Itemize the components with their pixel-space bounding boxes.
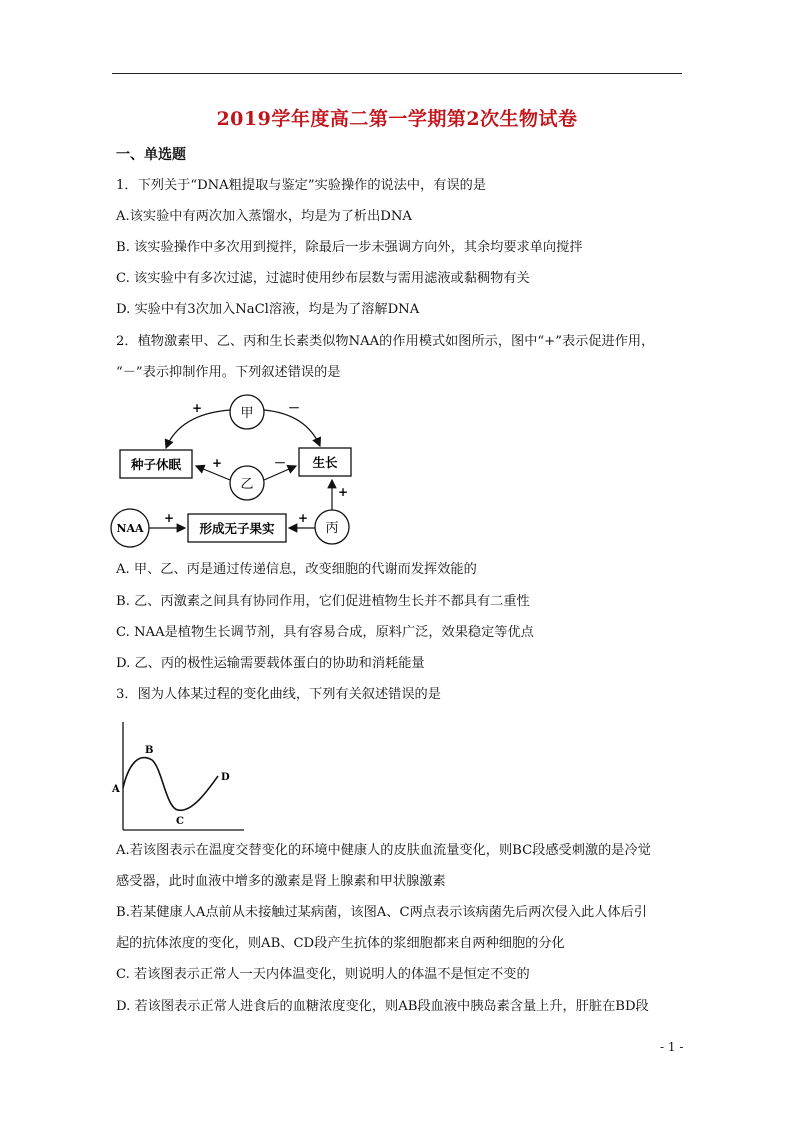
question-2-stem-cont: “－”表示抑制作用。下列叙述错误的是: [116, 365, 341, 380]
sign-jia-seed: +: [192, 401, 203, 415]
sign-bing-fruit: +: [298, 511, 309, 525]
question-3-option-c: C. 若该图表示正常人一天内体温变化，则说明人的体温不是恒定不变的: [116, 967, 530, 982]
seedless-fruit-label: 形成无子果实: [199, 521, 275, 536]
sign-jia-growth: －: [288, 401, 301, 415]
growth-label: 生长: [312, 455, 338, 470]
page-number: - 1 -: [660, 1040, 684, 1054]
question-1-stem: 1．下列关于“DNA粗提取与鉴定”实验操作的说法中，有误的是: [116, 178, 487, 193]
sign-bing-growth: +: [338, 485, 349, 499]
hormone-diagram: [108, 392, 368, 552]
question-3-option-b: B.若某健康人A点前从未接触过某病菌，该图A、C两点表示该病菌先后两次侵入此人体后引: [116, 905, 647, 920]
sign-yi-seed: +: [212, 456, 223, 470]
question-3-option-b-cont: 起的抗体浓度的变化，则AB、CD段产生抗体的浆细胞都来自两种细胞的分化: [116, 936, 565, 951]
sign-yi-growth: －: [274, 456, 287, 470]
bing-label: 丙: [325, 521, 339, 536]
question-1-option-a: A.该实验中有两次加入蒸馏水，均是为了析出DNA: [116, 209, 412, 224]
point-b-label: B: [145, 745, 154, 756]
question-3-stem: 3．图为人体某过程的变化曲线，下列有关叙述错误的是: [116, 687, 441, 702]
question-2-option-d: D. 乙、丙的极性运输需要载体蛋白的协助和消耗能量: [116, 656, 425, 671]
curve-line: [123, 758, 218, 811]
curve-diagram: [108, 718, 248, 834]
question-3-option-a-cont: 感受器，此时血液中增多的激素是肾上腺素和甲状腺激素: [116, 874, 446, 889]
page-title: 2019学年度高二第一学期第2次生物试卷: [216, 108, 578, 130]
arrow-jia-to-seed: [166, 410, 230, 448]
naa-label: NAA: [116, 522, 144, 535]
question-2-option-c: C. NAA是植物生长调节剂，具有容易合成，原料广泛，效果稳定等优点: [116, 625, 534, 640]
question-2-stem: 2．植物激素甲、乙、丙和生长素类似物NAA的作用模式如图所示，图中“+”表示促进作用，: [116, 334, 655, 349]
question-3-option-d: D. 若该图表示正常人进食后的血糖浓度变化，则AB段血液中胰岛素含量上升，肝脏在BD段: [116, 999, 649, 1014]
question-3-option-a: A.若该图表示在温度交替变化的环境中健康人的皮肤血流量变化，则BC段感受刺激的是冷觉: [116, 843, 651, 858]
seed-dormancy-label: 种子休眠: [130, 457, 182, 472]
arrow-jia-to-growth: [264, 410, 320, 446]
question-2-option-b: B. 乙、丙激素之间具有协同作用，它们促进植物生长并不都具有二重性: [116, 594, 530, 609]
jia-label: 甲: [240, 406, 254, 421]
yi-label: 乙: [240, 477, 254, 492]
section-heading: 一、单选题: [116, 147, 186, 163]
question-1-option-c: C. 该实验中有多次过滤，过滤时使用纱布层数与需用滤液或黏稠物有关: [116, 271, 530, 286]
question-1-option-b: B. 该实验操作中多次用到搅拌，除最后一步未强调方向外，其余均要求单向搅拌: [116, 240, 583, 255]
sign-naa-fruit: +: [164, 511, 175, 525]
point-d-label: D: [221, 772, 230, 783]
header-rule: [112, 73, 682, 74]
question-1-option-d: D. 实验中有3次加入NaCl溶液，均是为了溶解DNA: [116, 302, 420, 317]
point-c-label: C: [176, 816, 184, 827]
question-2-option-a: A. 甲、乙、丙是通过传递信息，改变细胞的代谢而发挥效能的: [116, 562, 477, 577]
point-a-label: A: [112, 784, 120, 795]
